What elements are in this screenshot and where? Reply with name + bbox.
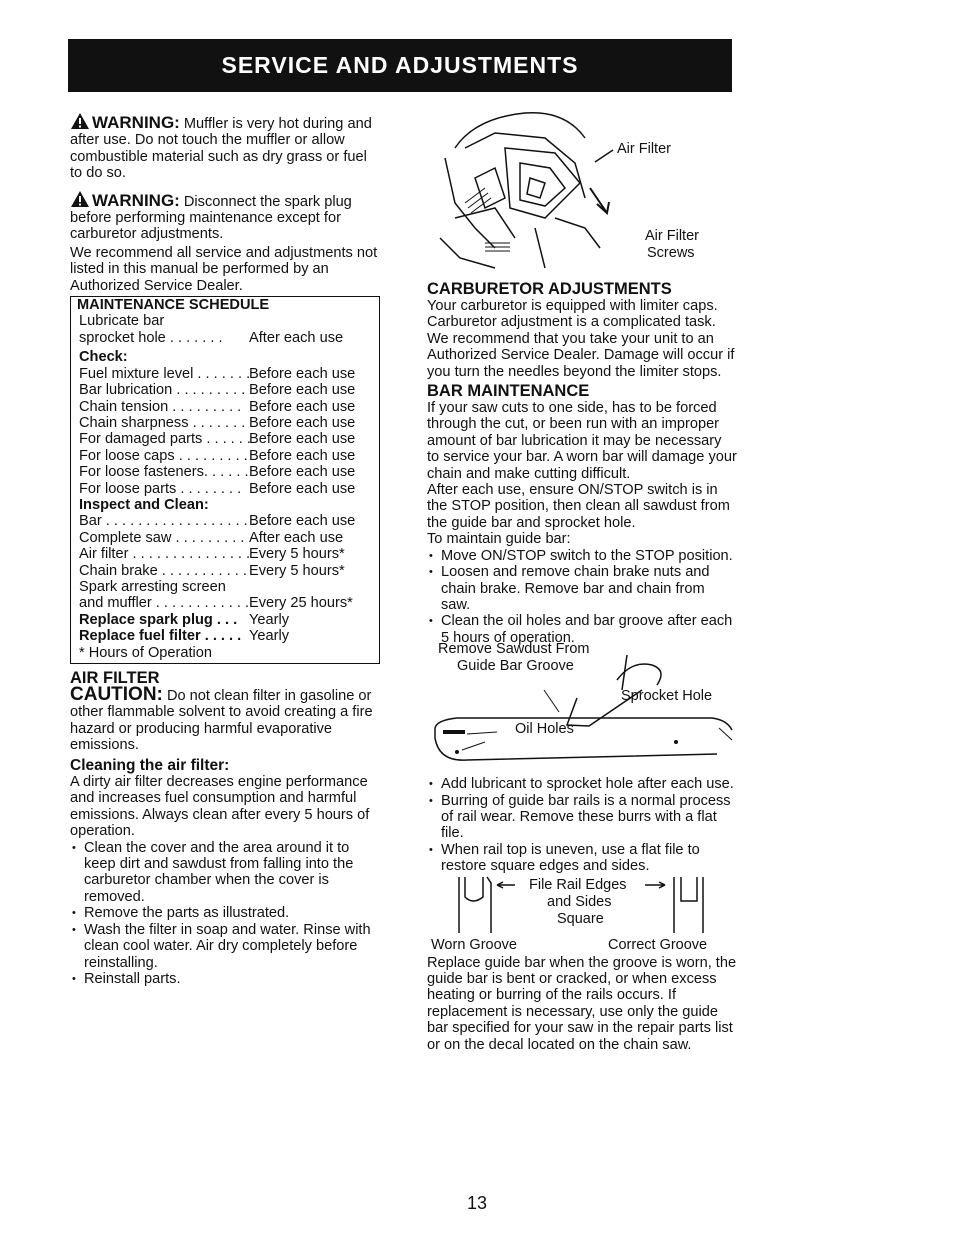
right-column <box>427 108 737 1053</box>
schedule-row: For loose fasteners. . . . . . Before each use <box>79 464 356 481</box>
schedule-row: Fuel mixture level . . . . . . . Before each use <box>79 365 356 382</box>
label-sprocket-hole: Sprocket Hole <box>621 688 713 705</box>
schedule-row: Bar . . . . . . . . . . . . . . . . . . . . . Before each use <box>79 513 356 530</box>
schedule-row: and muffler . . . . . . . . . . . . Every 25 hours* <box>79 595 353 612</box>
warning-triangle-icon <box>70 112 90 130</box>
groove-illustration <box>427 875 737 951</box>
schedule-row: Chain tension . . . . . . . . . Before each use <box>79 398 356 415</box>
inspect-heading: Inspect and Clean: <box>79 496 209 513</box>
check-list <box>79 366 373 497</box>
list-item: • Add lubricant to sprocket hole after each use. <box>427 776 737 792</box>
label-correct-groove: Correct Groove <box>608 936 708 953</box>
schedule-title: MAINTENANCE SCHEDULE <box>77 297 270 314</box>
schedule-row: Chain sharpness . . . . . . . Before each use <box>79 414 356 431</box>
list-item: • Reinstall parts. <box>70 971 380 987</box>
left-column <box>70 112 380 987</box>
list-item: • Loosen and remove chain brake nuts and chain brake. Remove bar and chain from saw. <box>427 564 737 613</box>
inspect-list <box>79 513 373 579</box>
schedule-row: Replace fuel filter . . . . . Yearly <box>79 628 290 645</box>
list-item: • Wash the filter in soap and water. Rinse with clean cool water. Air dry completely before reinstalling. <box>70 922 380 971</box>
cleaning-text: A dirty air filter decreases engine performance and increases fuel consumption and harmful emissions. Always clean after every 5 hours of operation. <box>70 774 370 840</box>
warning-label: WARNING: <box>92 190 180 210</box>
label-and-sides: and Sides <box>547 893 612 910</box>
air-filter-drawing <box>435 108 615 272</box>
warning-triangle-icon <box>70 190 90 208</box>
carburetor-heading: CARBURETOR ADJUSTMENTS <box>427 280 672 298</box>
label-remove-sawdust: Remove Sawdust From <box>438 641 590 658</box>
label-air-filter-screws-1: Air Filter <box>645 228 699 244</box>
bar-list <box>427 548 737 646</box>
label-worn-groove: Worn Groove <box>431 936 517 953</box>
warning-spark <box>70 190 380 243</box>
guide-bar-illustration <box>427 641 737 780</box>
section-banner <box>68 39 732 92</box>
schedule-row: For damaged parts . . . . . . Before each use <box>79 431 356 448</box>
warning-muffler <box>70 112 380 182</box>
list-item: • Remove the parts as illustrated. <box>70 905 380 921</box>
bar-text-3: To maintain guide bar: <box>427 531 571 548</box>
label-air-filter-screws-2: Screws <box>647 245 695 261</box>
bar-text-4: Replace guide bar when the groove is worn, the guide bar is bent or cracked, or when excess heating or burring of the rails occurs. If replacement is necessary, use only the guide bar specified for your saw in the repair parts list or on the decal located on the chain saw. <box>427 954 737 1053</box>
warning-text: Muffler is very hot during and after use. Do not touch the muffler or allow combustible material such as dry grass or fuel to do so. <box>70 116 372 182</box>
carburetor-text: Your carburetor is equipped with limiter caps. Carburetor adjustment is a complicated task. We recommend that you take your unit to an Authorized Service Dealer. Damage will occur if you turn the needles beyond the limiter stops. <box>427 298 735 380</box>
air-filter-illustration <box>427 108 737 272</box>
caution-label: CAUTION: <box>70 684 163 705</box>
recommend-text: We recommend all service and adjustments not listed in this manual be performed by an Authorized Service Dealer. <box>70 244 378 294</box>
page-number: 13 <box>466 1193 488 1213</box>
list-item: • Clean the cover and the area around it to keep dirt and sawdust from falling into the carburetor chamber when the cover is removed. <box>70 840 380 906</box>
schedule-row: For loose parts . . . . . . . . Before each use <box>79 480 356 497</box>
list-item: • When rail top is uneven, use a flat file to restore square edges and sides. <box>427 842 737 875</box>
label-square: Square <box>557 910 604 927</box>
cleaning-heading: Cleaning the air filter: <box>70 756 230 774</box>
schedule-row: Air filter . . . . . . . . . . . . . . . Every 5 hours* <box>79 546 345 563</box>
schedule-lubricate: Lubricate bar <box>79 313 165 330</box>
list-item: • Burring of guide bar rails is a normal process of rail wear. Remove these burrs with a flat file. <box>427 793 737 842</box>
schedule-row: Bar lubrication . . . . . . . . . Before each use <box>79 382 356 399</box>
schedule-row: sprocket hole . . . . . . . After each use <box>79 329 344 346</box>
schedule-row: For loose caps . . . . . . . . . Before each use <box>79 447 356 464</box>
banner-title: SERVICE AND ADJUSTMENTS <box>221 52 579 78</box>
cleaning-list <box>70 840 380 988</box>
schedule-footnote: * Hours of Operation <box>79 644 213 661</box>
label-air-filter: Air Filter <box>617 141 671 157</box>
bar-text-2: After each use, ensure ON/STOP switch is in the STOP position, then clean all sawdust from the guide bar and sprocket hole. <box>427 482 730 531</box>
warning-text: Disconnect the spark plug before performing maintenance except for carburetor adjustments. <box>70 193 352 243</box>
schedule-spark: Spark arresting screen <box>79 578 226 595</box>
check-heading: Check: <box>79 349 128 366</box>
schedule-row: Complete saw . . . . . . . . . After each use <box>79 529 344 546</box>
list-item: • Move ON/STOP switch to the STOP position. <box>427 548 737 564</box>
label-guide-bar-groove: Guide Bar Groove <box>457 658 574 675</box>
air-filter-heading: AIR FILTER <box>70 669 160 687</box>
schedule-row: Chain brake . . . . . . . . . . . Every 5 hours* <box>79 562 345 579</box>
bar-list-2 <box>427 776 737 874</box>
warning-label: WARNING: <box>92 113 180 132</box>
bar-maintenance-heading: BAR MAINTENANCE <box>427 382 590 401</box>
maintenance-schedule <box>70 296 380 664</box>
schedule-row: Replace spark plug . . . Yearly <box>79 611 290 628</box>
caution-text: CAUTION: Do not clean filter in gasoline or other flammable solvent to avoid creating a fire hazard or producing harmful evaporative emissions. <box>70 684 373 754</box>
list-item: • Clean the oil holes and bar groove after each 5 hours of operation. <box>427 613 737 646</box>
label-file-rail-edges: File Rail Edges <box>529 876 627 893</box>
label-oil-holes: Oil Holes <box>515 721 574 738</box>
bar-text-1: If your saw cuts to one side, has to be forced through the cut, or been run with an improper amount of bar lubrication it may be necessary to service your bar. A worn bar will damage your chain and make cutting difficult. <box>427 400 737 482</box>
